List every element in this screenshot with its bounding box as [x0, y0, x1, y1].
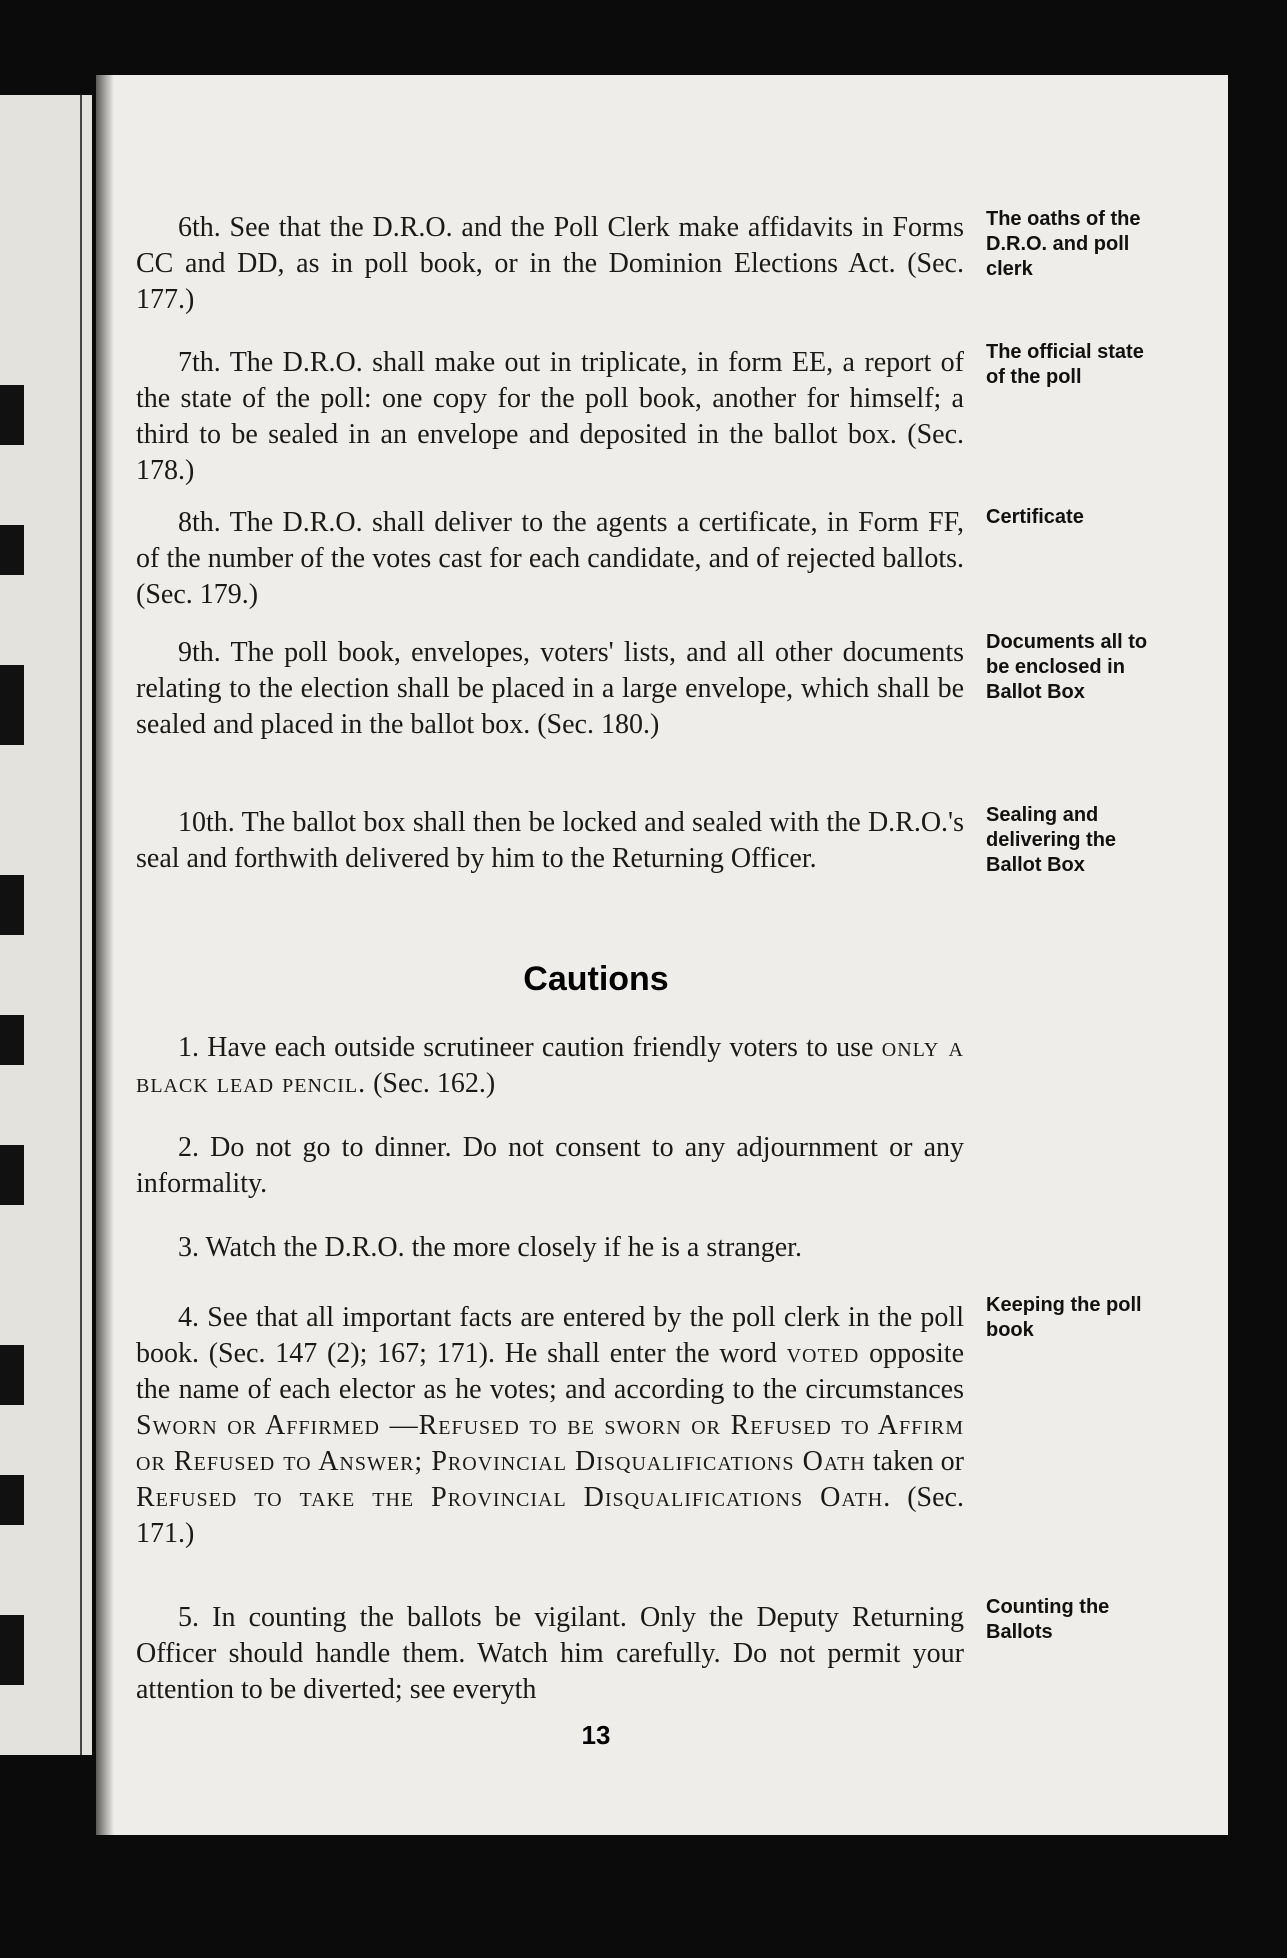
caution-text: 4. See that all important facts are entered by the poll clerk in the poll book. (Sec. 147 (2); 167; 171). He shall enter the word: [136, 1302, 964, 1369]
paragraph-8th: [136, 505, 964, 613]
paragraph-10th: [136, 805, 964, 877]
margin-note-oaths: The oaths of the D.R.O. and poll clerk: [986, 208, 1141, 280]
paragraph-text: 9th. The poll book, envelopes, voters' lists, and all other documents relating to the election shall be placed in a large envelope, which shall be sealed and placed in the ballot box. (Sec. 180.): [136, 637, 964, 740]
edge-mark: [0, 875, 24, 935]
edge-mark: [0, 1615, 24, 1685]
caution-text: taken or: [865, 1446, 964, 1477]
caution-text: 5. In counting the ballots be vigilant. Only the Deputy Returning Officer should handle them. Watch him carefully. Do not permit your attention to be diverted; see everyth: [136, 1602, 964, 1705]
caution-text: opposite the name of each elector as he votes; and according to the circumstances: [136, 1338, 964, 1405]
caution-text: 2. Do not go to dinner. Do not consent to any adjournment or any informality.: [136, 1132, 964, 1199]
book-page: [96, 75, 1228, 1835]
paragraph-6th: [136, 210, 964, 318]
caution-small-caps: Refused to take the Provincial Disqualifications Oath.: [136, 1482, 892, 1513]
edge-mark: [0, 665, 24, 745]
caution-2: [136, 1130, 964, 1202]
caution-small-caps: voted: [786, 1338, 860, 1369]
edge-mark: [0, 1015, 24, 1065]
caution-text: 3. Watch the D.R.O. the more closely if he is a stranger.: [178, 1232, 802, 1263]
page-number: 13: [581, 1720, 611, 1750]
caution-1: [136, 1030, 964, 1102]
caution-4: [136, 1300, 964, 1552]
paragraph-text: 8th. The D.R.O. shall deliver to the agents a certificate, in Form FF, of the number of the votes cast for each candidate, and of rejected ballots. (Sec. 179.): [136, 507, 964, 610]
cautions-heading: Cautions: [523, 960, 669, 998]
margin-note-counting: Counting the Ballots: [986, 1596, 1110, 1643]
paragraph-7th: [136, 345, 964, 489]
edge-mark: [0, 1145, 24, 1205]
paragraph-text: 6th. See that the D.R.O. and the Poll Clerk make affidavits in Forms CC and DD, as in poll book, or in the Dominion Elections Act. (Sec. 177.): [136, 212, 964, 315]
caution-text: 1. Have each outside scrutineer caution friendly voters to use: [178, 1032, 882, 1063]
caution-reference: (Sec. 162.): [366, 1068, 496, 1099]
edge-mark: [0, 1345, 24, 1405]
margin-note-sealing: Sealing and delivering the Ballot Box: [986, 804, 1117, 876]
caution-5: [136, 1600, 964, 1708]
caution-reference: (Sec. 171.): [136, 1482, 964, 1549]
caution-3: [136, 1230, 964, 1266]
paragraph-9th: [136, 635, 964, 743]
caution-small-caps: Sworn or Affirmed —Refused to be sworn or Refused to Affirm or Refused to Answer; Provincial Disqualifications Oath: [136, 1410, 964, 1477]
margin-note-keeping-poll-book: Keeping the poll book: [986, 1294, 1142, 1341]
edge-mark: [0, 1475, 24, 1525]
paragraph-text: 7th. The D.R.O. shall make out in triplicate, in form EE, a report of the state of the poll: one copy for the poll book, another for himself; a third to be sealed in an envelope and deposited in the ballot box. (Sec. 178.): [136, 347, 964, 486]
caution-small-caps: only a black lead pencil.: [136, 1032, 964, 1099]
spine-shadow: [96, 75, 114, 1835]
edge-mark: [0, 525, 24, 575]
margin-note-certificate: Certificate: [986, 506, 1084, 528]
adjacent-page-edge: [0, 95, 92, 1755]
margin-note-documents: Documents all to be enclosed in Ballot Box: [986, 631, 1148, 703]
margin-note-official-state: The official state of the poll: [986, 341, 1144, 388]
page-edge-line: [80, 95, 82, 1755]
paragraph-text: 10th. The ballot box shall then be locked and sealed with the D.R.O.'s seal and forthwith delivered by him to the Returning Officer.: [136, 807, 964, 874]
edge-mark: [0, 385, 24, 445]
